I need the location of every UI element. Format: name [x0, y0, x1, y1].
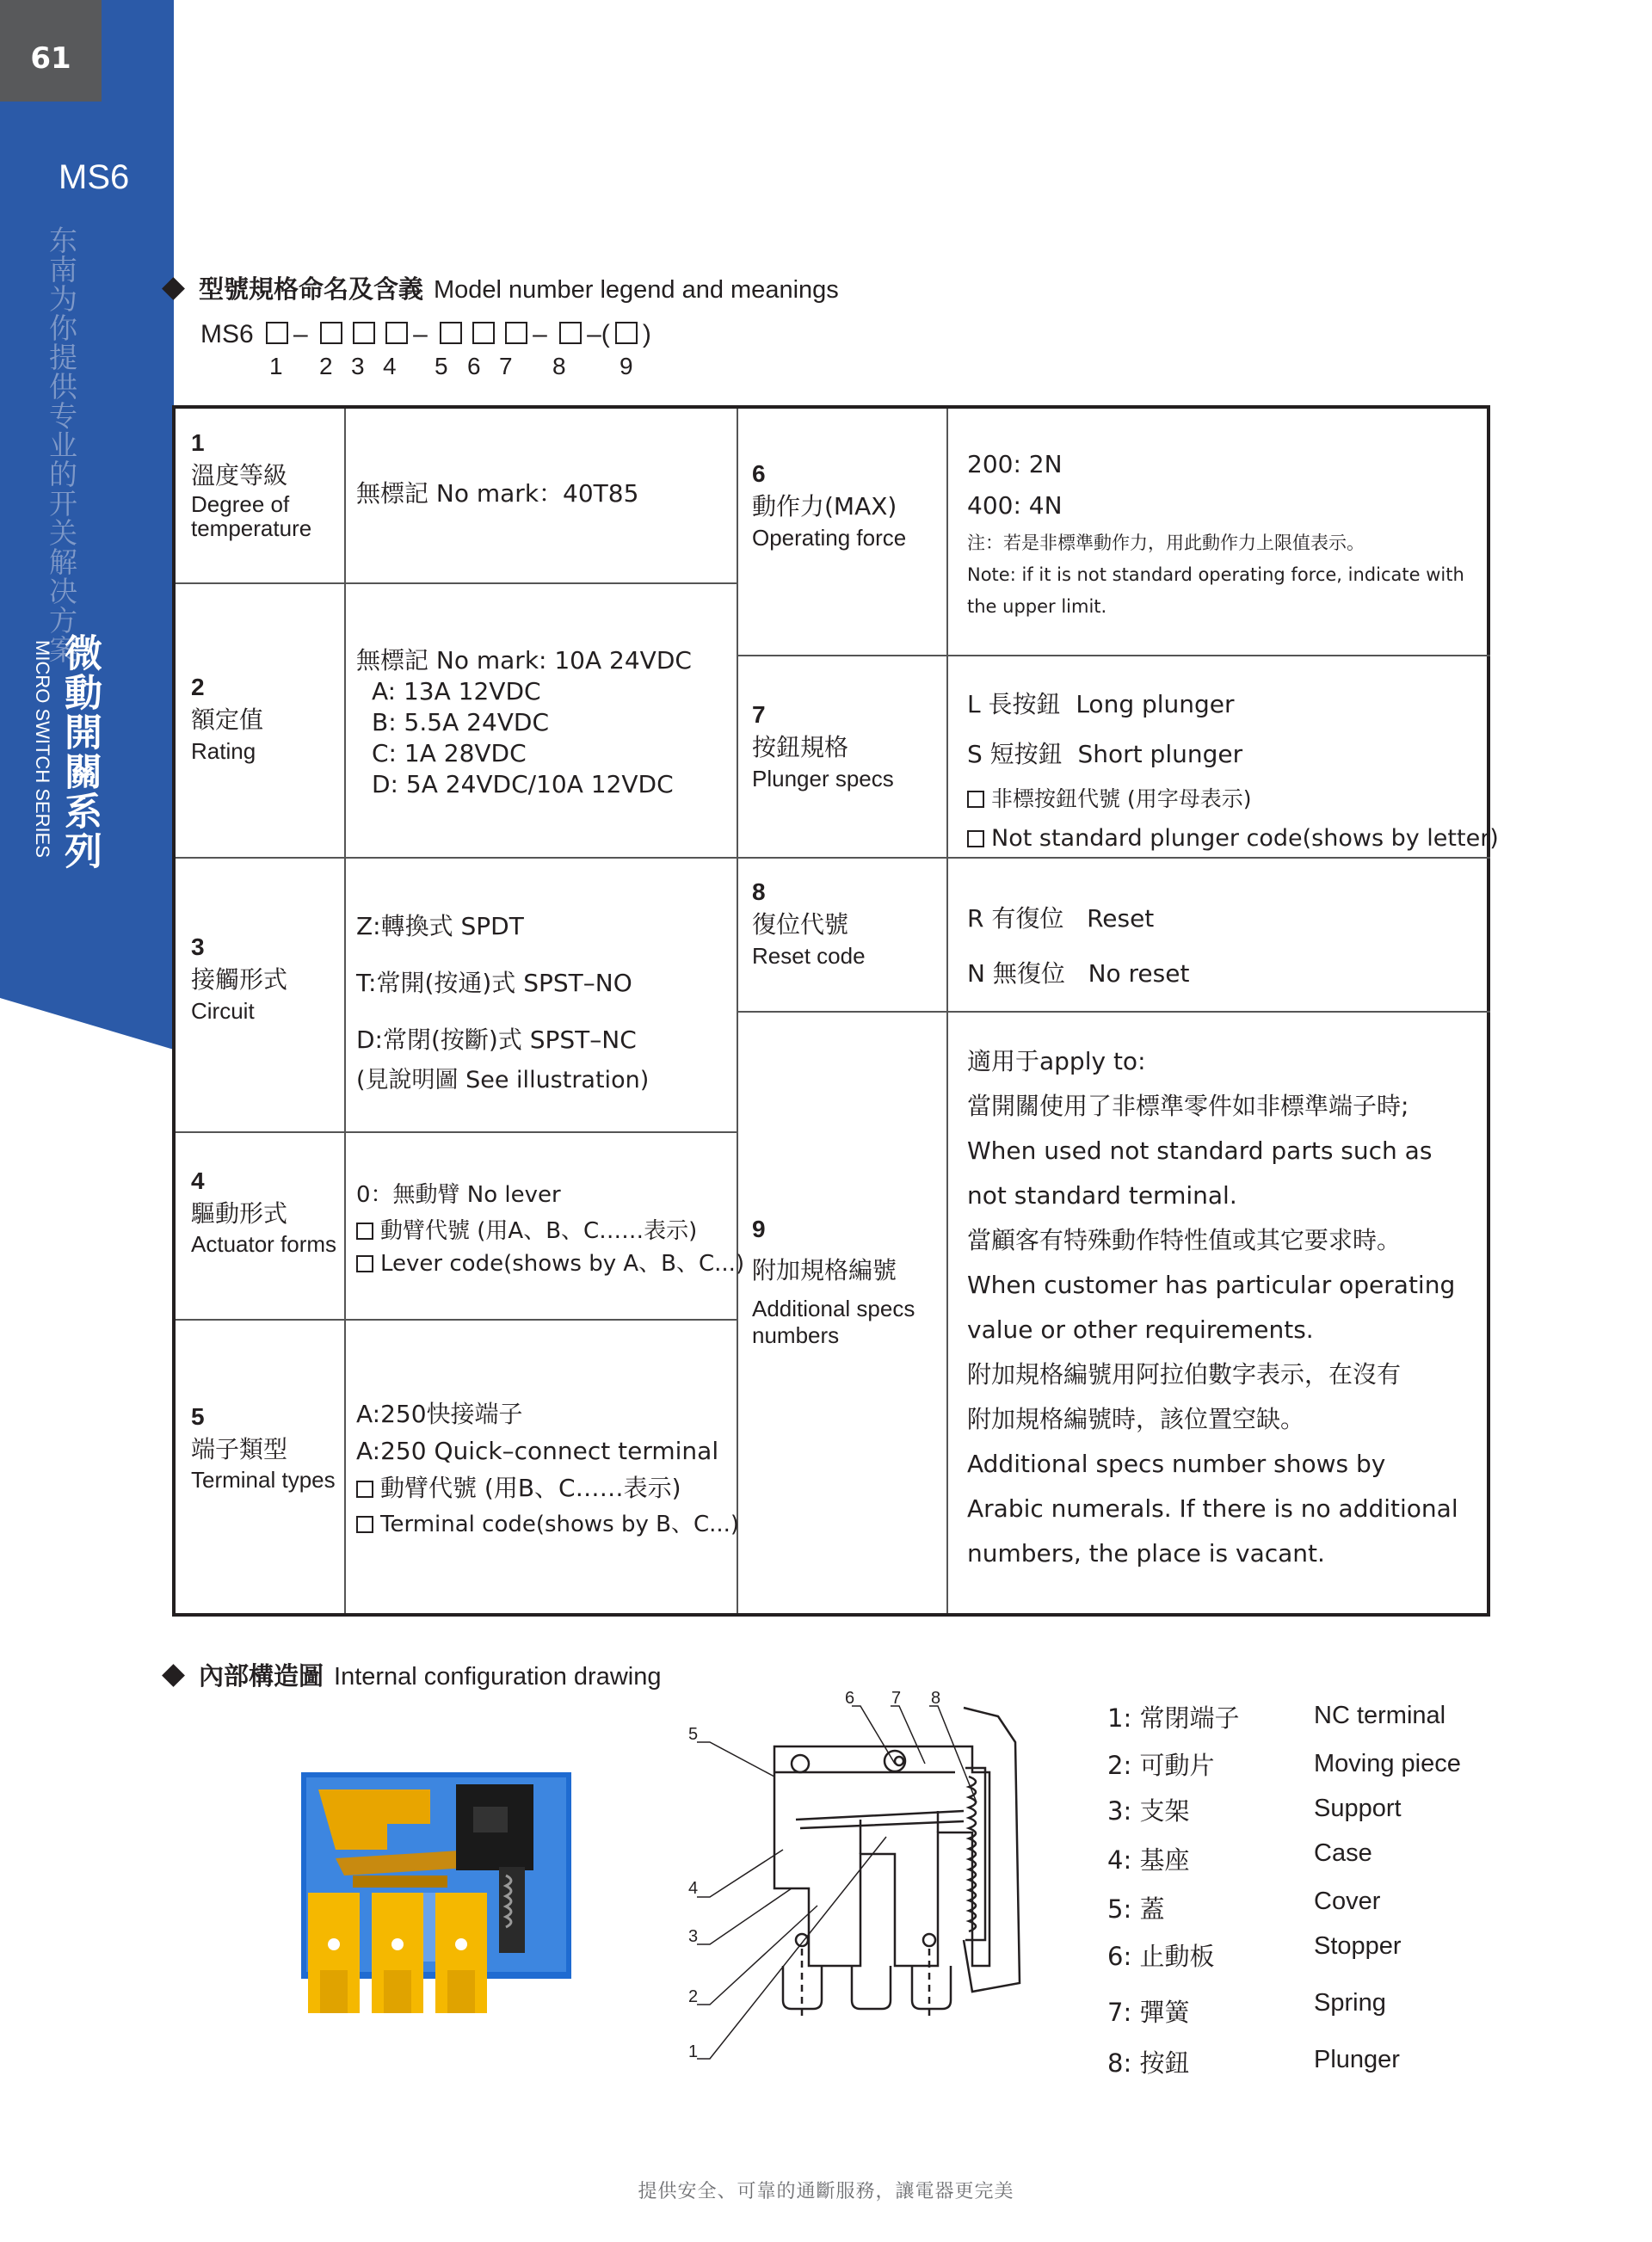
series-code: MS6: [59, 158, 130, 196]
internal-section-title: [165, 1657, 661, 1692]
position-box: [615, 322, 638, 344]
position-number: 2: [319, 353, 333, 379]
position-number: 4: [383, 353, 397, 379]
part-name-zh: 4: 基座: [1107, 1845, 1190, 1875]
checkbox-icon: [356, 1255, 373, 1272]
table-row-label: 5 端子類型 Terminal types: [191, 1403, 336, 1493]
circuit-note: (見說明圖 See illustration): [356, 1067, 650, 1093]
circuit-option: Z:轉換式 SPDT: [356, 912, 524, 940]
table-row-label: 9 附加規格編號 Additional specs numbers: [752, 1216, 915, 1348]
legend-title-en: Model number legend and meanings: [434, 276, 839, 304]
part-name-zh: 1: 常閉端子: [1107, 1703, 1240, 1733]
series-side-band: [0, 0, 174, 1050]
reset-options: R 有復位 Reset N 無復位 No reset: [967, 904, 1190, 988]
table-row-label: 6 動作力(MAX) Operating force: [752, 460, 907, 551]
position-number: 5: [435, 353, 448, 379]
position-number: 8: [552, 353, 566, 379]
switch-cutaway-image: [301, 1772, 576, 2022]
internal-title-en: Internal configuration drawing: [334, 1663, 662, 1691]
part-name-en: Spring: [1314, 1989, 1386, 2017]
part-name-zh: 8: 按鈕: [1107, 2048, 1190, 2078]
table-row-label: 4 驅動形式 Actuator forms: [191, 1167, 337, 1257]
table-row-label: 1 溫度等級 Degree of temperature: [191, 429, 312, 542]
part-name-en: Plunger: [1314, 2046, 1400, 2073]
position-number: 6: [467, 353, 481, 379]
part-name-zh: 2: 可動片: [1107, 1751, 1215, 1780]
position-number: 7: [499, 353, 513, 379]
checkbox-icon: [967, 830, 984, 847]
circuit-option: T:常開(按通)式 SPST–NO: [356, 969, 632, 997]
position-box: [472, 322, 495, 344]
page-number: 61: [30, 41, 71, 76]
part-name-zh: 6: 止動板: [1107, 1942, 1215, 1971]
drawing-label: 6: [845, 1689, 855, 1708]
position-box: [440, 322, 462, 344]
rating-option: C: 1A 28VDC: [372, 739, 527, 767]
terminal-option: A:250快接端子: [356, 1400, 523, 1428]
position-box: [320, 322, 342, 344]
plunger-options: L 長按鈕 Long plunger S 短按鈕 Short plunger 非標按鈕代號 (用字母表示) Not standard plunger code(shows by letter): [967, 690, 1499, 852]
part-name-zh: 3: 支架: [1107, 1796, 1190, 1826]
diamond-bullet-icon: [162, 277, 185, 300]
checkbox-icon: [356, 1481, 373, 1498]
drawing-label: 7: [891, 1689, 902, 1708]
position-number: 9: [620, 353, 633, 379]
footer-tagline: 提供安全、可靠的通斷服務，讓電器更完美: [638, 2181, 1014, 2202]
checkbox-icon: [356, 1223, 373, 1240]
rating-option: D: 5A 24VDC/10A 12VDC: [372, 770, 674, 798]
part-name-en: Case: [1314, 1839, 1372, 1867]
drawing-label: 8: [931, 1689, 941, 1708]
temperature-option: 無標記 No mark：40T85: [356, 479, 639, 508]
circuit-option: D:常閉(按斷)式 SPST–NC: [356, 1026, 637, 1054]
checkbox-icon: [356, 1516, 373, 1533]
legend-section-title: [165, 270, 839, 305]
company-slogan: 东南为你提供专业的开关解决方案: [45, 225, 78, 664]
model-number-format: MS6 – – – –( ): [200, 320, 651, 348]
terminal-option: A:250 Quick–connect terminal: [356, 1437, 719, 1465]
legend-title-zh: 型號規格命名及含義: [199, 274, 424, 304]
part-name-en: Support: [1314, 1795, 1402, 1822]
table-row-label: 7 按鈕規格 Plunger specs: [752, 701, 894, 791]
position-box: [559, 322, 582, 344]
drawing-label: 5: [688, 1725, 699, 1744]
position-box: [353, 322, 375, 344]
operating-force-options: 200: 2N 400: 4N 注：若是非標準動作力，用此動作力上限值表示。 Note: if it is not standard operating force, indicate with the upper limit.: [967, 450, 1464, 617]
rating-option: 無標記 No mark: 10A 24VDC: [356, 646, 692, 674]
internal-structure-drawing: [680, 1682, 1076, 2078]
drawing-label: 3: [688, 1927, 699, 1946]
table-row-label: 8 復位代號 Reset code: [752, 878, 866, 969]
model-prefix: MS6: [200, 320, 254, 348]
part-name-zh: 5: 蓋: [1107, 1894, 1165, 1924]
rating-options: [356, 645, 692, 800]
drawing-label: 1: [688, 2042, 699, 2061]
position-box: [385, 322, 408, 344]
position-number: 3: [351, 353, 365, 379]
terminal-options: [356, 1395, 739, 1543]
circuit-options: [356, 898, 637, 1069]
part-name-en: Moving piece: [1314, 1750, 1461, 1777]
terminal-option: 動臂代號 (用B、C……表示): [380, 1474, 681, 1502]
table-row-label: 3 接觸形式 Circuit: [191, 933, 288, 1024]
part-name-en: NC terminal: [1314, 1702, 1446, 1729]
part-name-zh: 7: 彈簧: [1107, 1998, 1190, 2027]
position-box: [505, 322, 527, 344]
table-row-label: 2 額定值 Rating: [191, 674, 264, 764]
additional-specs-text: 適用于apply to: 當開關使用了非標準零件如非標準端子時; When used not standard parts such as not standard terminal. 當顧客有特殊動作特性值或其它要求時。 When customer has particular operating value or other requirements. 附加規格編號用阿拉伯數字表示，在沒有 附加規格編號時，該位置空缺。 Additional specs number shows by Arabic numerals. If there is no additional numbers, the place is vacant.: [967, 1047, 1458, 1568]
actuator-options: 0：無動臂 No lever 動臂代號 (用A、B、C……表示) Lever code(shows by A、B、C...): [356, 1177, 744, 1282]
terminal-option: Terminal code(shows by B、C...): [380, 1512, 740, 1537]
series-title-zh: 微動開關系列: [58, 633, 102, 871]
actuator-option: 0：無動臂 No lever: [356, 1182, 561, 1208]
drawing-label: 2: [688, 1987, 699, 2006]
part-name-en: Stopper: [1314, 1932, 1402, 1960]
internal-title-zh: 內部構造圖: [199, 1661, 324, 1691]
drawing-label: 4: [688, 1879, 699, 1898]
rating-option: B: 5.5A 24VDC: [372, 708, 550, 736]
diamond-bullet-icon: [162, 1664, 185, 1687]
rating-option: A: 13A 12VDC: [372, 677, 541, 705]
position-number: 1: [269, 353, 283, 379]
checkbox-icon: [967, 791, 984, 808]
series-title-en: MICRO SWITCH SERIES: [32, 640, 53, 859]
part-name-en: Cover: [1314, 1888, 1381, 1915]
position-box: [266, 322, 288, 344]
